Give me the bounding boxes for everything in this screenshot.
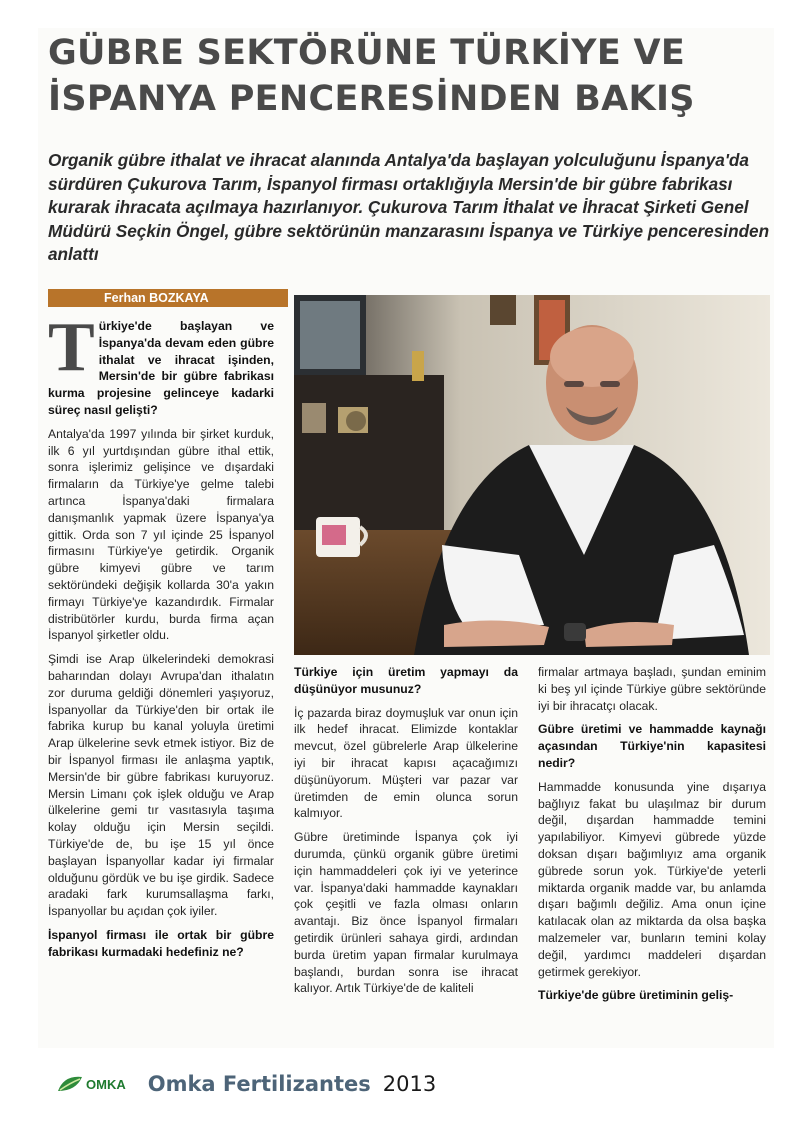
omka-logo — [56, 1073, 126, 1095]
publication-year: 2013 — [382, 1072, 437, 1096]
question-5: Türkiye'de gübre üretiminin geliş- — [538, 988, 734, 1003]
interview-photo — [294, 295, 770, 655]
text-column-1 — [48, 309, 274, 967]
article-headline — [48, 30, 768, 122]
text-column-2 — [294, 664, 518, 1004]
brand-name: Omka Fertilizantes — [147, 1072, 371, 1096]
answer-paragraph: Antalya'da 1997 yılında bir şirket kurduk, ilk 6 yıl yurtdışından gübre ithal ettik, sonra işlerimiz gelişince ve dışardaki firmaların da Türkiye'ye gelme talebi artınca İspanya'daki firmalara danışmanlık yapmak üzere İspanya'ya gittik. Orda son 7 yıl içinde 25 İspanyol firmasını Türkiye'ye getirdik. Organik gübre kimyevi gübre ve tarım sektöründeki değişik kollarda 30'a yakın firmayı Türkiye'ye kazandırdık. Firmalar distribütörler kurdu, burda firma açan İspanyol şirketler oldu. — [48, 426, 274, 643]
text-column-3 — [538, 664, 766, 1011]
question-1 — [48, 309, 274, 419]
answer-paragraph: Gübre üretiminde İspanya çok iyi durumda, çünkü organik gübre üretimi için hammaddeleri çok iyi ve yeterince var. İspanya'daki hammadde kaynakları çok çeşitli ve fazla olması onların avantajı. Biz önce İspanyol firmaları getirdik ürünleri sahaya girdi, ardından burda üretim yapan firmalar kurulmaya başlandı, burdan sonra ise ihracat kalıyor. Artık Türkiye'de de kaliteli — [294, 830, 518, 996]
question-2: İspanyol firması ile ortak bir gübre fabrikası kurmadaki hedefiniz ne? — [48, 927, 274, 959]
question-1-text: ürkiye'de başlayan ve İspanya'da devam eden gübre ithalat ve ihracat işinden, Mersin'de bir gübre fabrikası kurma projesine gelinceye kadarki süreç nasıl gelişti? — [48, 319, 274, 417]
page-footer — [56, 1064, 436, 1104]
headline-line-2: İSPANYA PENCERESİNDEN BAKIŞ — [48, 79, 695, 119]
leaf-icon — [56, 1073, 84, 1095]
drop-cap: T — [48, 309, 95, 386]
logo-text: OMKA — [86, 1076, 126, 1092]
answer-paragraph: Hammadde konusunda yine dışarıya bağlıyız fakat bu ulaşılmaz bir durum değil, dışardan hammadde temini yapılabiliyor. Kimyevi gübrede yüzde doksan dışarı bağımlıyız ama organik gübrede sorun yok. Türkiye'de yeterli miktarda organik madde var, bu anlamda dışarı bağımlı değiliz. Ama onun içine katılacak olan az miktarda da olsa başka malzemeler var, bunların temini kolay değil, yardımcı maddeleri dışardan getirmek gerekiyor. — [538, 779, 766, 979]
answer-paragraph: firmalar artmaya başladı, şundan eminim ki beş yıl içinde Türkiye gübre sektöründe iyi bir ihracatçı olacak. — [538, 665, 766, 713]
question-4: Gübre üretimi ve hammadde kaynağı açasından Türkiye'nin kapasitesi nedir? — [538, 722, 766, 770]
question-3: Türkiye için üretim yapmayı da düşünüyor musunuz? — [294, 665, 518, 696]
answer-paragraph: İç pazarda biraz doymuşluk var onun için ilk hedef ihracat. Elimizde kontaklar mevcut, özel gübrelerle Arap ülkelerine iyi bir ihracat kapısı açacağımızı düşünüyorum. Müşteri var pazar var üretimden de emin olunca sorun kalmıyor. — [294, 705, 518, 821]
author-name: Ferhan BOZKAYA — [104, 291, 209, 305]
headline-line-1: GÜBRE SEKTÖRÜNE TÜRKİYE VE — [48, 33, 686, 73]
author-bar — [48, 289, 288, 307]
article-intro: Organik gübre ithalat ve ihracat alanında Antalya'da başlayan yolculuğunu İspanya'da sürdüren Çukurova Tarım, İspanyol firması ortaklığıyla Mersin'de bir gübre fabrikası kurarak ihracata açılmaya hazırlanıyor. Çukurova Tarım İthalat ve İhracat Şirketi Genel Müdürü Seçkin Öngel, gübre sektörünün manzarasını İspanya ve Türkiye penceresinden anlattı — [48, 150, 770, 264]
answer-paragraph: Şimdi ise Arap ülkelerindeki demokrasi baharından dolayı Avrupa'dan ithalatın zor duruma geldiği dönemleri yaşıyoruz, İspanyollar da Türkiye'den bir ortak ile fabrika kurup bu kanal yoluyla üretimi Arap ülkelerine sevk etmek istiyor. Biz de bir İspanyol firması ile anlaşma yaptık, Mersin'de bir gübre fabrikası kuruyoruz. Mersin Limanı çok işlek olduğu ve Arap ülkelerine gemi tır vasıtasıyla taşıma kolay olduğu için Mersin seçildi. Türkiye'de de, bu işe 15 yıl önce başlayan İspanyollar kadar iyi firmalar olduğunu gördük ve bu işe girdik. Sadece aradaki fark kurumsallaşma farkı, İspanyollar bu açıdan çok iyiler. — [48, 652, 274, 919]
